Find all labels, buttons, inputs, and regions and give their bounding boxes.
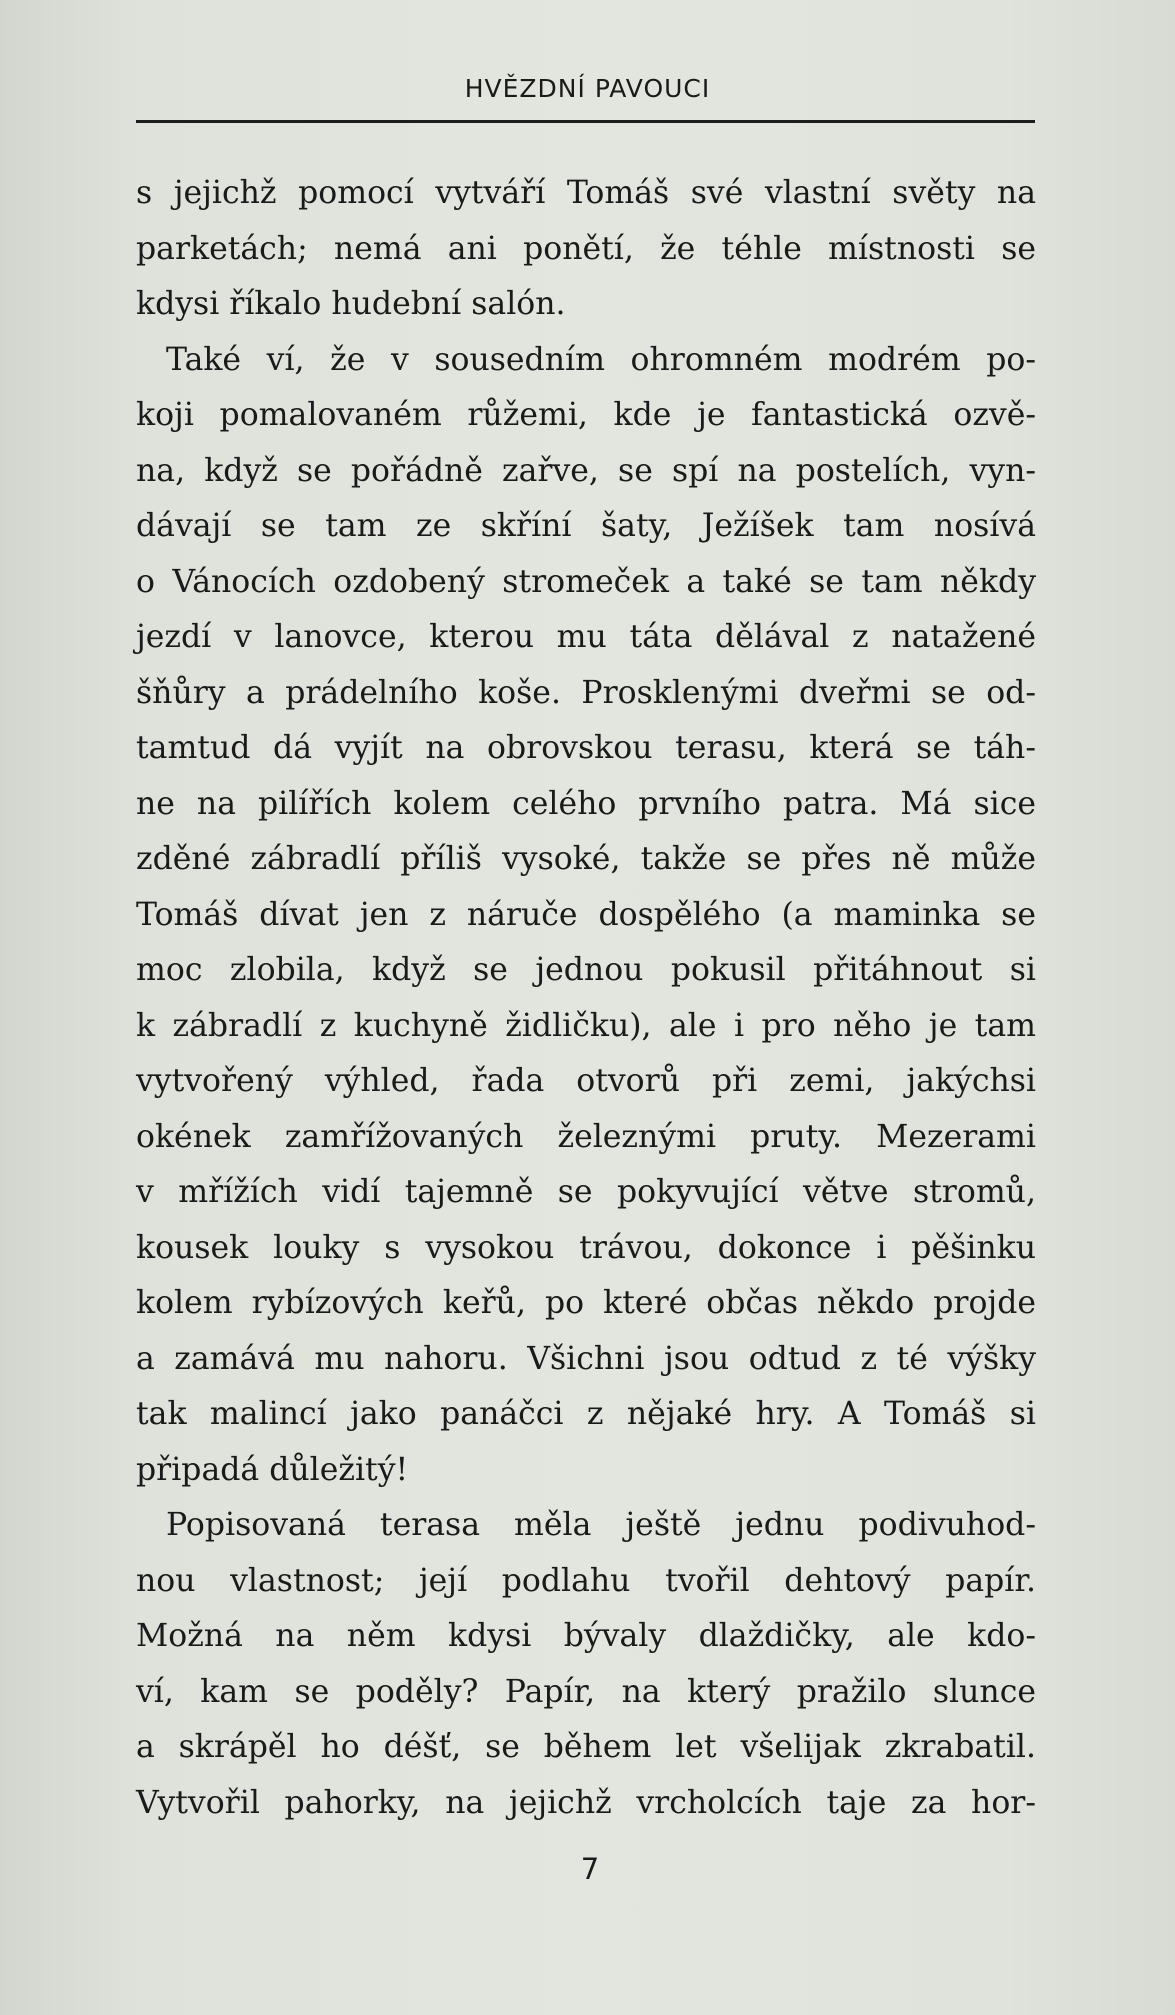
text-line: v mřížích vidí tajemně se pokyvující větve stromů, bbox=[136, 1174, 1036, 1210]
text-line: Popisovaná terasa měla ještě jednu podivuhod- bbox=[166, 1507, 1036, 1543]
text-line: s jejichž pomocí vytváří Tomáš své vlastní světy na bbox=[136, 175, 1036, 211]
text-line: dávají se tam ze skříní šaty, Ježíšek tam nosívá bbox=[136, 508, 1036, 544]
text-line: Možná na něm kdysi bývaly dlaždičky, ale kdo- bbox=[136, 1618, 1036, 1654]
paragraph bbox=[136, 1498, 1036, 1831]
text-line: šňůry a prádelního koše. Prosklenými dveřmi se od- bbox=[136, 674, 1036, 711]
text-line: tamtud dá vyjít na obrovskou terasu, která se táh- bbox=[136, 730, 1036, 766]
text-line: na, když se pořádně zařve, se spí na postelích, vyn- bbox=[136, 452, 1036, 489]
text-line: koji pomalovaném růžemi, kde je fantastická ozvě- bbox=[136, 397, 1036, 433]
text-line: ví, kam se poděly? Papír, na který pražilo slunce bbox=[136, 1673, 1036, 1710]
text-line: kdysi říkalo hudební salón. bbox=[136, 286, 566, 322]
text-line: Tomáš dívat jen z náruče dospělého (a maminka se bbox=[136, 896, 1036, 933]
header-rule bbox=[136, 120, 1035, 123]
text-line: připadá důležitý! bbox=[136, 1451, 409, 1488]
body-text bbox=[136, 166, 1036, 1831]
text-line: parketách; nemá ani ponětí, že téhle místnosti se bbox=[136, 230, 1036, 267]
text-line: Také ví, že v sousedním ohromném modrém po- bbox=[166, 341, 1036, 378]
paragraph bbox=[136, 166, 1036, 333]
running-head: HVĚZDNÍ PAVOUCI bbox=[464, 74, 711, 103]
text-line: okének zamřížovaných železnými pruty. Mezerami bbox=[136, 1118, 1036, 1155]
text-line: tak malincí jako panáčci z nějaké hry. A Tomáš si bbox=[136, 1396, 1036, 1432]
text-line: k zábradlí z kuchyně židličku), ale i pro něho je tam bbox=[136, 1007, 1036, 1044]
text-line: moc zlobila, když se jednou pokusil přitáhnout si bbox=[136, 952, 1036, 988]
page-number: 7 bbox=[580, 1852, 600, 1886]
text-line: kousek louky s vysokou trávou, dokonce i pěšinku bbox=[136, 1229, 1036, 1266]
text-line: Vytvořil pahorky, na jejichž vrcholcích taje za hor- bbox=[136, 1784, 1036, 1821]
text-line: ne na pilířích kolem celého prvního patra. Má sice bbox=[136, 785, 1036, 822]
text-line: vytvořený výhled, řada otvorů při zemi, jakýchsi bbox=[136, 1063, 1036, 1099]
text-line: nou vlastnost; její podlahu tvořil dehtový papír. bbox=[136, 1562, 1036, 1599]
text-line: o Vánocích ozdobený stromeček a také se tam někdy bbox=[136, 563, 1036, 600]
text-line: zděné zábradlí příliš vysoké, takže se přes ně může bbox=[136, 841, 1036, 877]
text-line: a skrápěl ho déšť, se během let všelijak zkrabatil. bbox=[136, 1729, 1036, 1765]
paragraph bbox=[136, 333, 1036, 1499]
text-line: a zamává mu nahoru. Všichni jsou odtud z té výšky bbox=[136, 1340, 1036, 1377]
text-line: kolem rybízových keřů, po které občas někdo projde bbox=[136, 1285, 1036, 1321]
text-line: jezdí v lanovce, kterou mu táta dělával z natažené bbox=[136, 619, 1036, 655]
